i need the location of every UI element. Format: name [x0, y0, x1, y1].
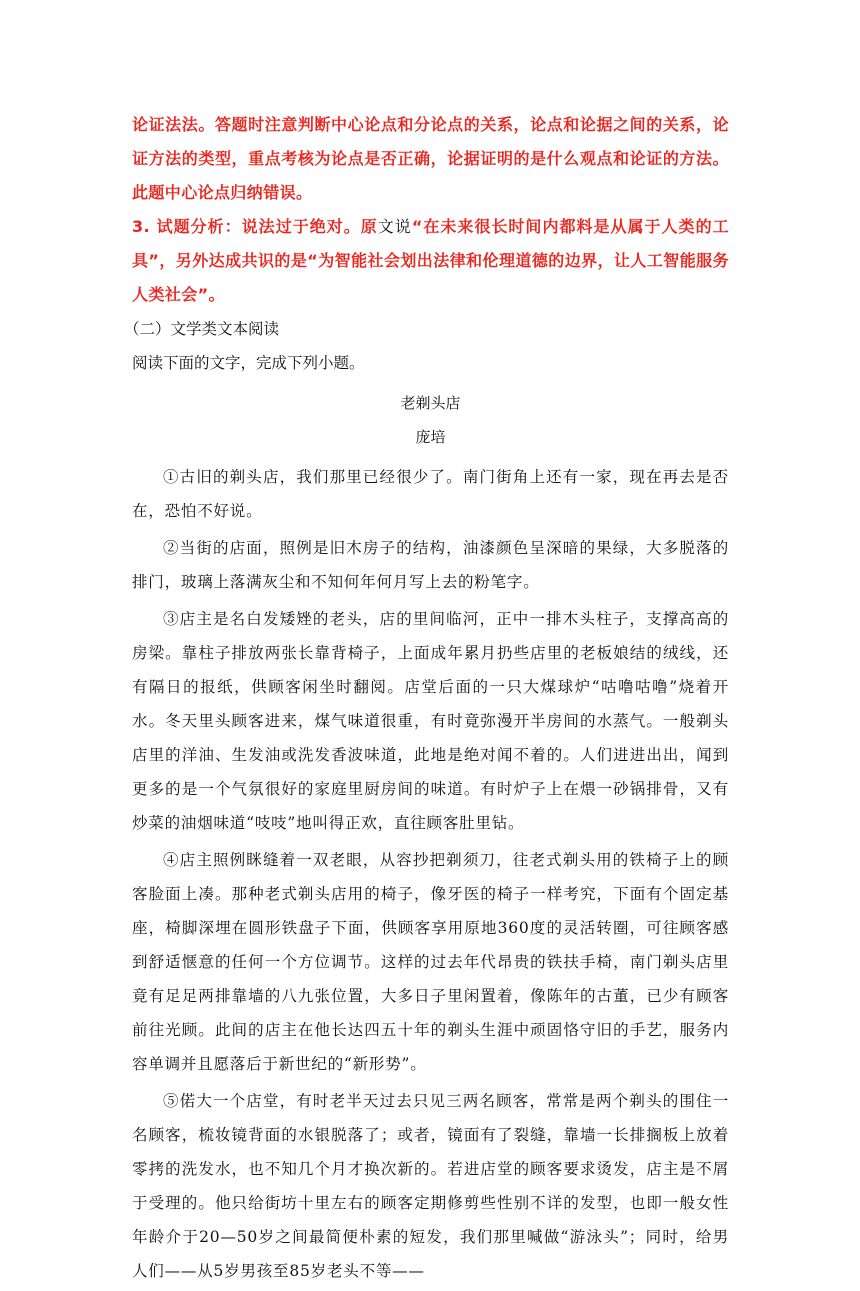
q3-black-text: 文说	[377, 217, 412, 236]
q3-prefix: 3. 试题分析：说法过于绝对。原	[132, 217, 378, 236]
reading-instruction: 阅读下面的文字，完成下列小题。	[132, 354, 365, 372]
paragraph-1: ①古旧的剃头店，我们那里已经很少了。南门街角上还有一家，现在再去是否在，恐怕不好说。	[132, 468, 729, 520]
paragraph-3: ③店主是名白发矮矬的老头，店的里间临河，正中一排木头柱子，支撑高高的房梁。靠柱子排放两张长靠背椅子，上面成年累月扔些店里的老板娘结的绒线，还有隔日的报纸，供顾客闲坐时翻阅。店堂后面的一只大煤球炉“咕噜咕噜”烧着开水。冬天里头顾客进来，煤气味道很重，有时竟弥漫开半房间的水蒸气。一般剃头店里的洋油、生发油或洗发香波味道，此地是绝对闻不着的。人们进进出出，闻到更多的是一个气氛很好的家庭里厨房间的味道。有时炉子上在煨一砂锅排骨，又有炒菜的油烟味道“吱吱”地叫得正欢，直往顾客肚里钻。	[132, 610, 729, 832]
article-author: 庞培	[415, 428, 446, 446]
paragraph-2: ②当街的店面，照例是旧木房子的结构，油漆颜色呈深暗的果绿，大多脱落的排门，玻璃上落满灰尘和不知何年何月写上去的粉笔字。	[132, 539, 729, 591]
paragraph-5: ⑤偌大一个店堂，有时老半天过去只见三两名顾客，常常是两个剃头的围住一名顾客，梳妆镜背面的水银脱落了；或者，镜面有了裂缝，靠墙一长排搁板上放着零拷的洗发水，也不知几个月才换次新的。若进店堂的顾客要求烫发，店主是不屑于受理的。他只给街坊十里左右的顾客定期修剪些性别不详的发型，也即一般女性年龄介于20—50岁之间最简便朴素的短发，我们那里喊做“游泳头”；同时，给男人们——从5岁男孩至85岁老头不等——	[132, 1092, 729, 1280]
q3-rest: “在未来很长时间内都料是从属于人类的工具”，另外达成共识的是“为智能社会划出法律和伦理道德的边界，让人工智能服务人类社会”。	[132, 217, 729, 304]
section-heading: （二）文学类文本阅读	[124, 320, 280, 338]
analysis-text: 论证法法。答题时注意判断中心论点和分论点的关系，论点和论据之间的关系，论证方法的类型，重点考核为论点是否正确，论据证明的是什么观点和论证的方法。此题中心论点归纳错误。	[132, 115, 729, 202]
paragraph-4: ④店主照例眯缝着一双老眼，从容抄把剃须刀，往老式剃头用的铁椅子上的顾客脸面上凑。那种老式剃头店用的椅子，像牙医的椅子一样考究，下面有个固定基座，椅脚深埋在圆形铁盘子下面，供顾客享用原地360度的灵活转圈，可往顾客感到舒适惬意的任何一个方位调节。这样的过去年代昂贵的铁扶手椅，南门剃头店里竟有足足两排靠墙的八九张位置，大多日子里闲置着，像陈年的古董，已少有顾客前往光顾。此间的店主在他长达四五十年的剃头生涯中顽固恪守旧的手艺，服务内容单调并且愿落后于新世纪的“新形势”。	[132, 851, 729, 1073]
article-title: 老剃头店	[400, 394, 461, 412]
answer-analysis	[132, 108, 729, 312]
page-content	[124, 108, 729, 1291]
question-3-analysis	[132, 210, 729, 312]
